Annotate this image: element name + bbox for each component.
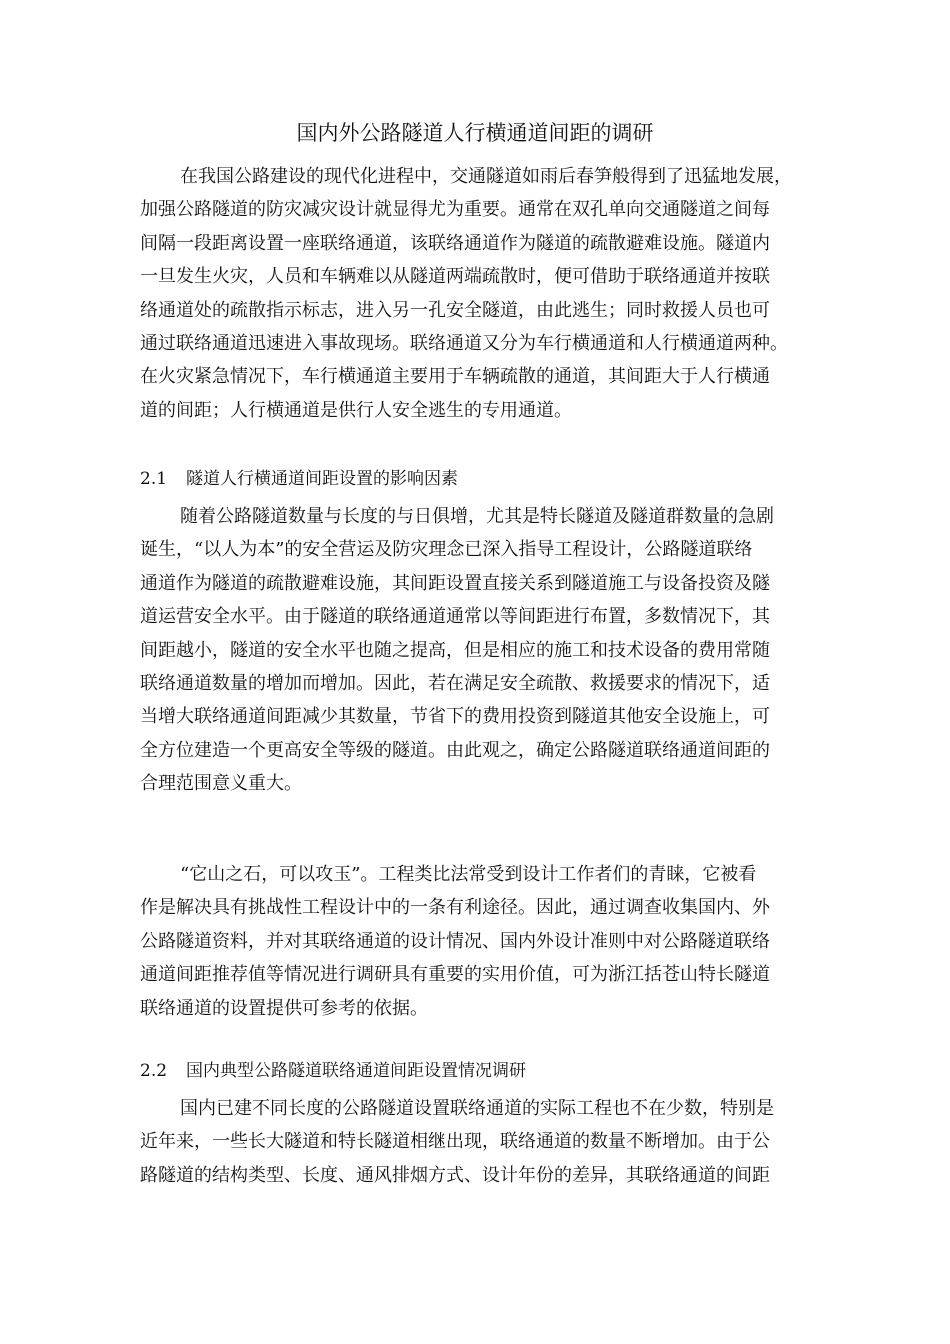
paragraph-line: 随着公路隧道数量与长度的与日俱增，尤其是特长隧道及隧道群数量的急剧 xyxy=(180,506,774,527)
paragraph-line: 路隧道的结构类型、长度、通风排烟方式、设计年份的差异，其联络通道的间距 xyxy=(140,1164,770,1186)
paragraph-line: 道的间距；人行横通道是供行人安全逃生的专用通道。 xyxy=(140,399,572,421)
paragraph-line: 诞生，“以人为本”的安全营运及防灾理念已深入指导工程设计，公路隧道联络 xyxy=(140,539,753,561)
paragraph-line: 一旦发生火灾，人员和车辆难以从隧道两端疏散时，便可借助于联络通道并按联 xyxy=(140,266,770,288)
paragraph-line: 间隔一段距离设置一座联络通道，该联络通道作为隧道的疏散避难设施。隧道内 xyxy=(140,232,770,254)
section-heading-2-1 xyxy=(140,465,820,493)
section-title: 隧道人行横通道间距设置的影响因素 xyxy=(186,469,458,489)
paragraph-intro xyxy=(140,160,820,427)
paragraph-line: 在我国公路建设的现代化进程中，交通隧道如雨后春笋般得到了迅猛地发展， xyxy=(180,166,792,187)
paragraph-line: 全方位建造一个更高安全等级的隧道。由此观之，确定公路隧道联络通道间距的 xyxy=(140,739,770,761)
paragraph-line: 当增大联络通道间距减少其数量，节省下的费用投资到隧道其他安全设施上，可 xyxy=(140,706,770,728)
document-title: 国内外公路隧道人行横通道间距的调研 xyxy=(296,121,654,145)
paragraph-line: 公路隧道资料，并对其联络通道的设计情况、国内外设计准则中对公路隧道联络 xyxy=(140,930,770,952)
paragraph-line: 合理范围意义重大。 xyxy=(140,773,302,795)
paragraph-line: 作是解决具有挑战性工程设计中的一条有利途径。因此，通过调查收集国内、外 xyxy=(140,897,770,919)
paragraph-line: 在火灾紧急情况下，车行横通道主要用于车辆疏散的通道，其间距大于人行横通 xyxy=(140,366,770,388)
paragraph-factors xyxy=(140,500,820,801)
paragraph-line: 通过联络通道迅速进入事故现场。联络通道又分为车行横通道和人行横通道两种。 xyxy=(140,332,788,354)
paragraph-line: 间距越小，隧道的安全水平也随之提高，但是相应的施工和技术设备的费用常随 xyxy=(140,639,770,661)
paragraph-line: 国内已建不同长度的公路隧道设置联络通道的实际工程也不在少数，特别是 xyxy=(180,1098,774,1119)
paragraph-analogy xyxy=(140,858,820,1025)
section-title: 国内典型公路隧道联络通道间距设置情况调研 xyxy=(186,1061,526,1081)
section-number: 2.2 xyxy=(140,1061,168,1081)
paragraph-line: 通道间距推荐值等情况进行调研具有重要的实用价值，可为浙江括苍山特长隧道 xyxy=(140,964,770,986)
paragraph-line: 加强公路隧道的防灾减灾设计就显得尤为重要。通常在双孔单向交通隧道之间每 xyxy=(140,199,770,221)
section-number: 2.1 xyxy=(140,469,168,489)
paragraph-line: 道运营安全水平。由于隧道的联络通道通常以等间距进行布置，多数情况下，其 xyxy=(140,606,770,628)
paragraph-line: 联络通道数量的增加而增加。因此，若在满足安全疏散、救援要求的情况下，适 xyxy=(140,672,770,694)
paragraph-line: 通道作为隧道的疏散避难设施，其间距设置直接关系到隧道施工与设备投资及隧 xyxy=(140,572,770,594)
paragraph-line: 络通道处的疏散指示标志，进入另一孔安全隧道，由此逃生；同时救援人员也可 xyxy=(140,299,770,321)
section-heading-2-2 xyxy=(140,1057,820,1085)
paragraph-line: 近年来，一些长大隧道和特长隧道相继出现，联络通道的数量不断增加。由于公 xyxy=(140,1131,770,1153)
paragraph-line: “它山之石，可以攻玉”。工程类比法常受到设计工作者们的青睐，它被看 xyxy=(180,864,757,885)
paragraph-domestic-survey xyxy=(140,1092,820,1192)
paragraph-line: 联络通道的设置提供可参考的依据。 xyxy=(140,997,428,1019)
